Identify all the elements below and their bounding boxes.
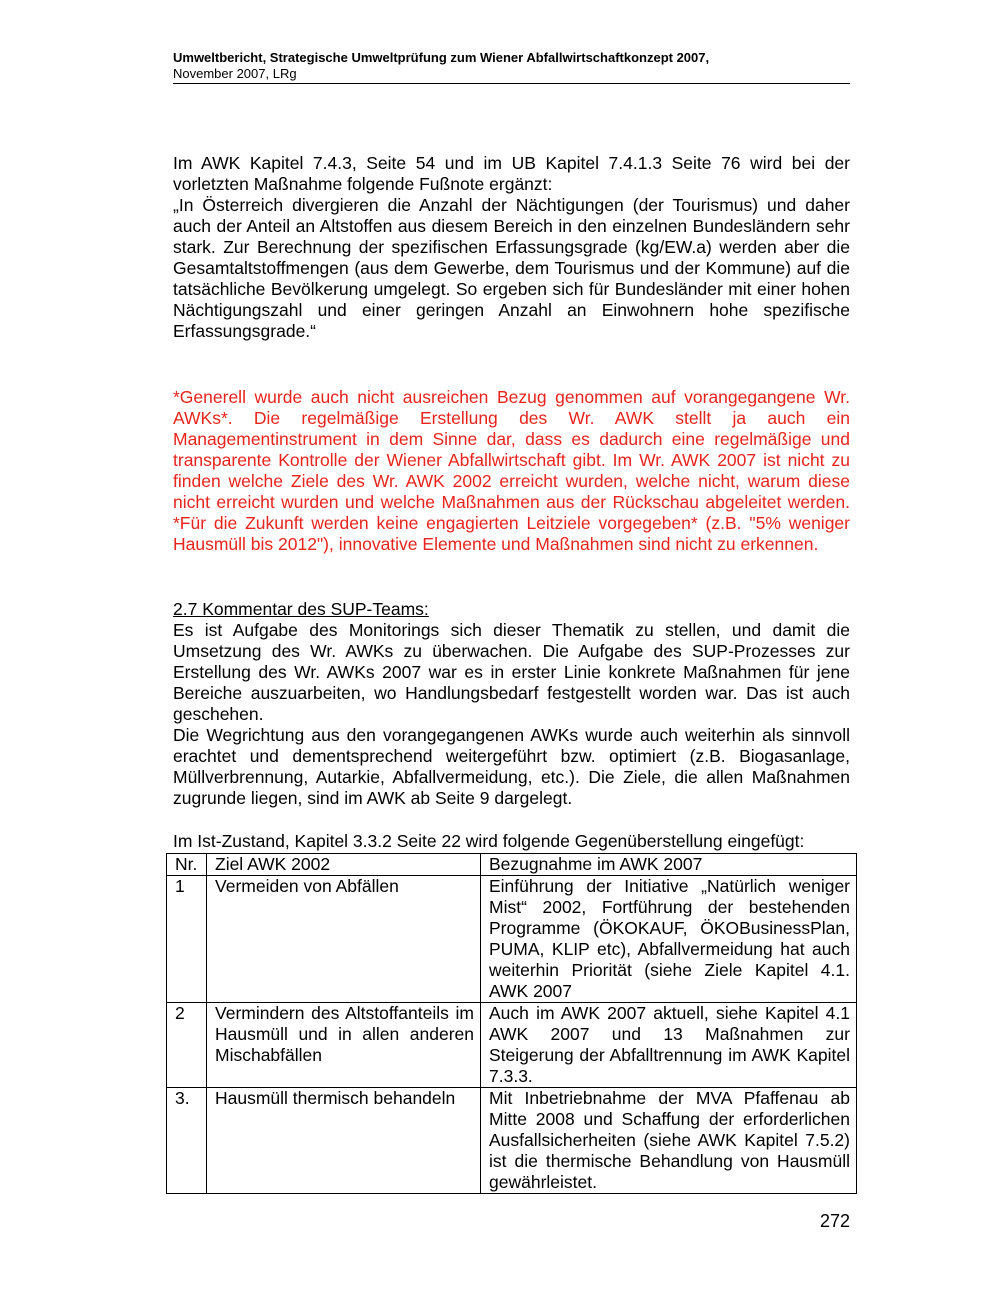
table-cell-ziel: Hausmüll thermisch behandeln <box>207 1088 481 1194</box>
header-title: Umweltbericht, Strategische Umweltprüfung zum Wiener Abfallwirtschaftkonzept 2007, <box>173 50 710 65</box>
table-cell-ziel: Vermindern des Altstoffanteils im Hausmüll und in allen anderen Mischabfällen <box>207 1003 481 1088</box>
sup-team-section <box>173 599 850 809</box>
footnote-quote: „In Österreich divergieren die Anzahl der Nächtigungen (der Tourismus) und daher auch der Anteil an Altstoffen aus diesem Bereich in den einzelnen Bundesländern sehr stark. Zur Berechnung der spezifischen Erfassungsgrade (kg/EW.a) werden aber die Gesamtaltstoffmengen (aus dem Gewerbe, dem Tourismus und der Kommune) auf die tatsächliche Bevölkerung umgelegt. So ergeben sich für Bundesländer mit einer hohen Nächtigungszahl und einer geringen Anzahl an Einwohnern hohe spezifische Erfassungsgrade.“ <box>173 195 850 341</box>
table-cell-bezug: Auch im AWK 2007 aktuell, siehe Kapitel 4.1 AWK 2007 und 13 Maßnahmen zur Steigerung der Abfalltrennung im AWK Kapitel 7.3.3. <box>481 1003 857 1088</box>
section-paragraph-a: Es ist Aufgabe des Monitorings sich dieser Thematik zu stellen, und damit die Umsetzung des Wr. AWKs zu überwachen. Die Aufgabe des SUP-Prozesses zur Erstellung des Wr. AWKs 2007 war es in erster Linie konkrete Maßnahmen für jene Bereiche auszuarbeiten, wo Handlungsbedarf festgestellt worden war. Das ist auch geschehen. <box>173 620 850 724</box>
table-cell-bezug: Einführung der Initiative „Natürlich weniger Mist“ 2002, Fortführung der bestehenden Programme (ÖKOKAUF, ÖKOBusinessPlan, PUMA, KLIP etc), Abfallvermeidung hat auch weiterhin Priorität (siehe Ziele Kapitel 4.1. AWK 2007 <box>481 876 857 1003</box>
page-header <box>173 50 850 84</box>
header-subtitle: November 2007, LRg <box>173 66 297 81</box>
comparison-table <box>166 853 857 1194</box>
table-intro: Im Ist-Zustand, Kapitel 3.3.2 Seite 22 wird folgende Gegenüberstellung eingefügt: <box>173 831 805 851</box>
table-row <box>167 1003 857 1088</box>
table-header-cell: Nr. <box>167 854 207 876</box>
page-number: 272 <box>819 1211 850 1231</box>
table-cell-ziel: Vermeiden von Abfällen <box>207 876 481 1003</box>
red-comment: *Generell wurde auch nicht ausreichen Bezug genommen auf vorangegangene Wr. AWKs*. Die regelmäßige Erstellung des Wr. AWK stellt ja auch ein Managementinstrument in dem Sinne dar, dass es dadurch eine regelmäßige und transparente Kontrolle der Wiener Abfallwirtschaft gibt. Im Wr. AWK 2007 ist nicht zu finden welche Ziele des Wr. AWK 2002 erreicht wurden, welche nicht, warum diese nicht erreicht wurden und welche Maßnahmen aus der Rückschau abgeleitet werden. *Für die Zukunft werden keine engagierten Leitziele vorgegeben* (z.B. "5% weniger Hausmüll bis 2012"), innovative Elemente und Maßnahmen sind nicht zu erkennen. <box>173 387 850 554</box>
table-cell-bezug: Mit Inbetriebnahme der MVA Pfaffenau ab Mitte 2008 und Schaffung der erforderlichen Ausfallsicherheiten (siehe AWK Kapitel 7.5.2) ist die thermische Behandlung von Hausmüll gewährleistet. <box>481 1088 857 1194</box>
table-cell-nr: 3. <box>167 1088 207 1194</box>
table-row <box>167 876 857 1003</box>
footnote-intro: Im AWK Kapitel 7.4.3, Seite 54 und im UB Kapitel 7.4.1.3 Seite 76 wird bei der vorletzten Maßnahme folgende Fußnote ergänzt: <box>173 153 850 194</box>
section-heading: 2.7 Kommentar des SUP-Teams: <box>173 599 429 619</box>
table-cell-nr: 1 <box>167 876 207 1003</box>
footnote-paragraph <box>173 153 850 342</box>
section-paragraph-b: Die Wegrichtung aus den vorangegangenen AWKs wurde auch weiterhin als sinnvoll erachtet und dementsprechend weitergeführt bzw. optimiert (z.B. Biogasanlage, Müllverbrennung, Autarkie, Abfallvermeidung, etc.). Die Ziele, die allen Maßnahmen zugrunde liegen, sind im AWK ab Seite 9 dargelegt. <box>173 725 850 808</box>
table-row <box>167 1088 857 1194</box>
table-header-cell: Ziel AWK 2002 <box>207 854 481 876</box>
table-header-row <box>167 854 857 876</box>
table-cell-nr: 2 <box>167 1003 207 1088</box>
table-header-cell: Bezugnahme im AWK 2007 <box>481 854 857 876</box>
